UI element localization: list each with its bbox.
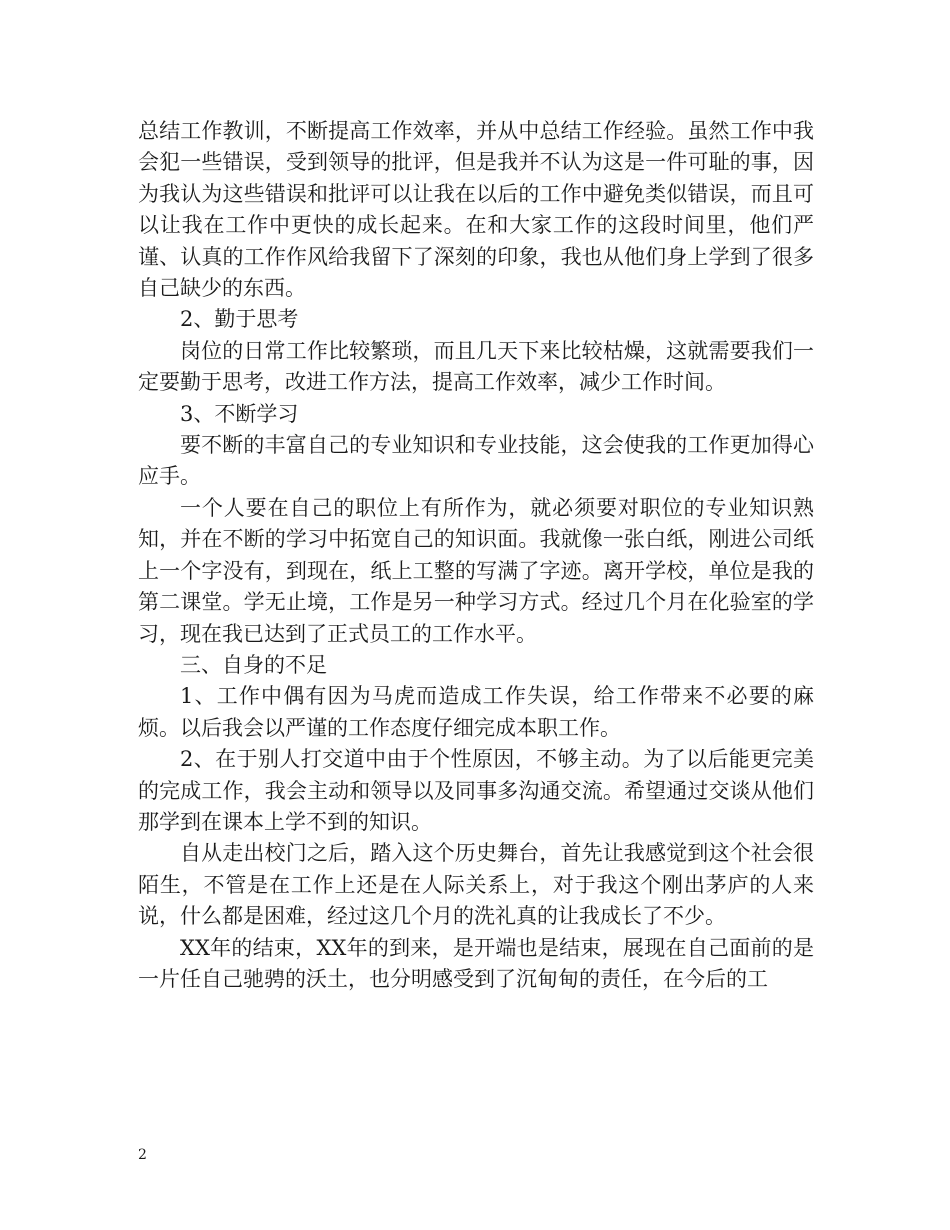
paragraph-4: 一个人要在自己的职位上有所作为，就必须要对职位的专业知识熟知，并在不断的学习中拓宽自己的知识面。我就像一张白纸，刚进公司纸上一个字没有，到现在，纸上工整的写满了字迹。离开学校，单位是我的第二课堂。学无止境，工作是另一种学习方式。经过几个月在化验室的学习，现在我已达到了正式员工的工作水平。 bbox=[138, 495, 814, 646]
paragraph-5: 1、工作中偶有因为马虎而造成工作失误，给工作带来不必要的麻烦。以后我会以严谨的工作态度仔细完成本职工作。 bbox=[138, 684, 814, 740]
paragraph-2: 岗位的日常工作比较繁琐，而且几天下来比较枯燥，这就需要我们一定要勤于思考，改进工作方法，提高工作效率，减少工作时间。 bbox=[138, 338, 814, 395]
paragraph-7: 自从走出校门之后，踏入这个历史舞台，首先让我感觉到这个社会很陌生，不管是在工作上还是在人际关系上，对于我这个刚出茅庐的人来说，什么都是困难，经过这几个月的洗礼真的让我成长了不少。 bbox=[138, 841, 814, 929]
page-number: 2 bbox=[138, 1147, 147, 1163]
paragraph-3: 要不断的丰富自己的专业知识和专业技能，这会使我的工作更加得心应手。 bbox=[138, 433, 814, 489]
paragraph-1: 总结工作教训，不断提高工作效率，并从中总结工作经验。虽然工作中我会犯一些错误，受到领导的批评，但是我并不认为这是一件可耻的事，因为我认为这些错误和批评可以让我在以后的工作中避免类似错误，而且可以让我在工作中更快的成长起来。在和大家工作的这段时间里，他们严谨、认真的工作作风给我留下了深刻的印象，我也从他们身上学到了很多自己缺少的东西。 bbox=[138, 119, 814, 301]
heading-diligent-thinking: 2、勤于思考 bbox=[180, 307, 299, 332]
document-body bbox=[138, 116, 814, 995]
heading-shortcomings: 三、自身的不足 bbox=[180, 652, 327, 677]
paragraph-6: 2、在于别人打交道中由于个性原因，不够主动。为了以后能更完美的完成工作，我会主动和领导以及同事多沟通交流。希望通过交谈从他们那学到在课本上学不到的知识。 bbox=[138, 747, 814, 834]
paragraph-8: XX年的结束，XX年的到来，是开端也是结束，展现在自己面前的是一片任自己驰骋的沃土，也分明感受到了沉甸甸的责任，在今后的工 bbox=[138, 935, 814, 991]
heading-continuous-learning: 3、不断学习 bbox=[180, 401, 299, 426]
